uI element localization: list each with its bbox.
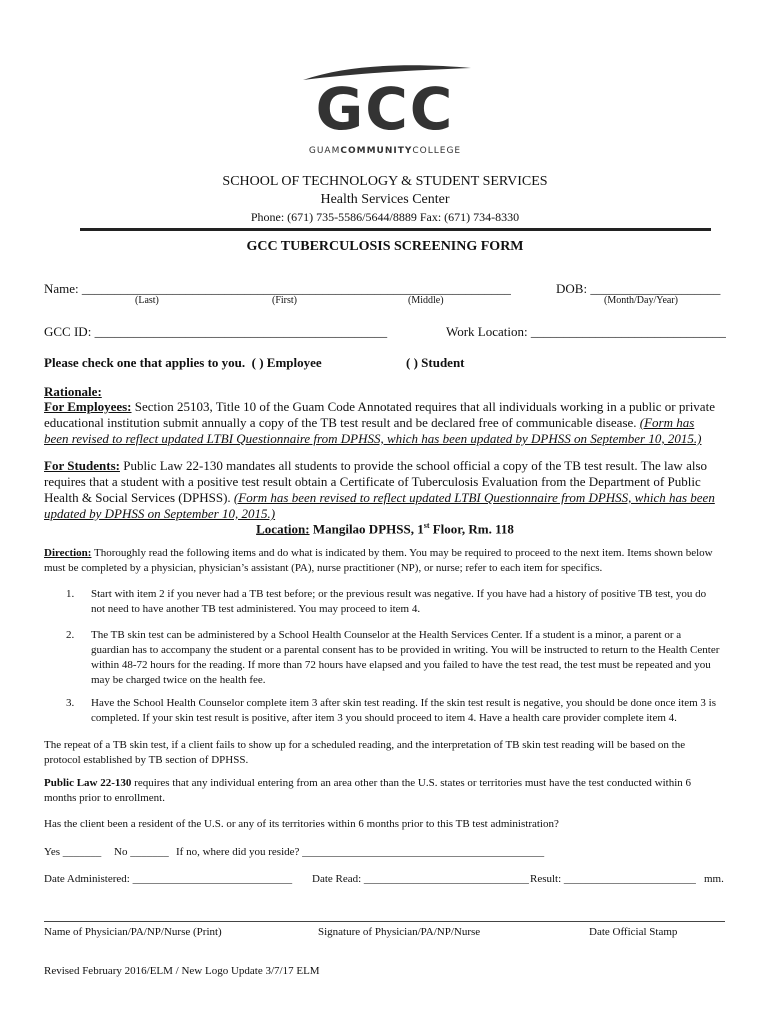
result-field[interactable]: Result: ________________________ <box>530 873 696 885</box>
resident-yes-field[interactable]: Yes _______ <box>44 846 102 858</box>
result-unit: mm. <box>704 873 724 885</box>
physician-name-label: Name of Physician/PA/NP/Nurse (Print) <box>44 926 222 938</box>
form-title: GCC TUBERCULOSIS SCREENING FORM <box>246 239 524 254</box>
physician-signature-label: Signature of Physician/PA/NP/Nurse <box>318 926 481 938</box>
dob-field[interactable]: DOB: ____________________ <box>556 281 721 296</box>
list-item-text: The TB skin test can be administered by a School Health Counselor at the Health Services Center. If a student is a minor, a parent or a guardian has to accompany the student or a parental consent has to be provided in writing. You will be instructed to return to the Health Center within 48-72 hours for the reading. If more than 72 hours have elapsed and you failed to have the test read, the test must be repeated and you may be charged twice on the health fee. <box>91 629 720 686</box>
resident-no-field[interactable]: No _______ <box>114 846 169 858</box>
name-last-hint: (Last) <box>135 295 159 306</box>
student-checkbox[interactable]: ( ) Student <box>406 355 465 370</box>
list-item: 3. <box>66 697 75 709</box>
direction-text: Direction: Thoroughly read the following items and do what is indicated by them. You may be required to proceed to the next item. Items shown below must be completed by a physician, physician’s assistant (PA), nurse practitioner (NP), or nurse; refer to each item for specifics. <box>44 547 713 574</box>
gcc-id-field[interactable]: GCC ID: _____________________________________________ <box>44 324 388 339</box>
work-location-field[interactable]: Work Location: ______________________________ <box>446 324 726 339</box>
date-read-field[interactable]: Date Read: ______________________________ <box>312 873 529 885</box>
check-prompt: Please check one that applies to you. ( ) Employee <box>44 355 322 370</box>
logo-tagline: GUAMCOMMUNITYCOLLEGE <box>308 146 462 156</box>
signature-line[interactable] <box>44 921 725 922</box>
date-administered-field[interactable]: Date Administered: _____________________________ <box>44 873 293 885</box>
revision-footer: Revised February 2016/ELM / New Logo Update 3/7/17 ELM <box>44 965 320 977</box>
list-item: 1. <box>66 588 75 600</box>
employee-checkbox[interactable]: ( ) Employee <box>251 355 322 370</box>
list-item-text: Start with item 2 if you never had a TB test before; or the previous result was negative. If you have had a history of positive TB test, you do not need to have another TB test administered. You may proceed to item 4. <box>91 588 707 615</box>
list-item-text: Have the School Health Counselor complete item 3 after skin test reading. If the skin test result is negative, you should be done once item 3 is completed. If your skin test result is positive, after item 3 you should proceed to item 4. Have a health care provider complete item 4. <box>91 697 717 724</box>
resident-question: Has the client been a resident of the U.S. or any of its territories within 6 months prior to this TB test administration? <box>44 818 559 830</box>
school-name: SCHOOL OF TECHNOLOGY & STUDENT SERVICES <box>222 174 548 189</box>
repeat-text: The repeat of a TB skin test, if a client fails to show up for a scheduled reading, and the interpretation of TB skin test reading will be based on the protocol established by TB section of DPHSS. <box>44 739 686 766</box>
header-divider <box>80 228 711 231</box>
name-field[interactable]: Name: __________________________________________________________________ <box>44 281 511 296</box>
dob-hint: (Month/Day/Year) <box>604 295 678 306</box>
official-stamp-label: Date Official Stamp <box>589 926 678 938</box>
rationale-students: For Students: Public Law 22-130 mandates all students to provide the school official a copy of the TB test result. The law also requires that a student with a positive test result obtain a Certificate of Tuberculosis Evaluation from the Department of Public Health & Social Services (DPHSS). (Form has been revised to reflect updated LTBI Questionnaire from DPHSS, which has been updated by DPHSS on September 10, 2015.) <box>44 458 715 521</box>
location-line: Location: Mangilao DPHSS, 1st Floor, Rm. 118 <box>256 521 514 537</box>
center-name: Health Services Center <box>320 192 450 207</box>
list-item: 2. <box>66 629 75 641</box>
gcc-logo <box>295 62 475 162</box>
rationale-heading: Rationale: <box>44 384 102 399</box>
public-law-text: Public Law 22-130 requires that any individual entering from an area other than the U.S. states or territories must have the test conducted within 6 months prior to enrollment. <box>44 777 692 804</box>
name-first-hint: (First) <box>272 295 297 306</box>
resident-where-field[interactable]: If no, where did you reside? ____________________________________________ <box>176 846 545 858</box>
name-middle-hint: (Middle) <box>408 295 444 306</box>
logo-letters: GCC <box>315 75 455 143</box>
rationale-employees: For Employees: Section 25103, Title 10 of the Guam Code Annotated requires that all individuals working in a public or private educational institution submit annually a copy of the TB test result and be declared free of communicable disease. (Form has been revised to reflect updated LTBI Questionnaire from DPHSS, which has been updated by DPHSS on September 10, 2015.) <box>44 399 715 446</box>
contact-info: Phone: (671) 735-5586/5644/8889 Fax: (671) 734-8330 <box>250 210 520 224</box>
